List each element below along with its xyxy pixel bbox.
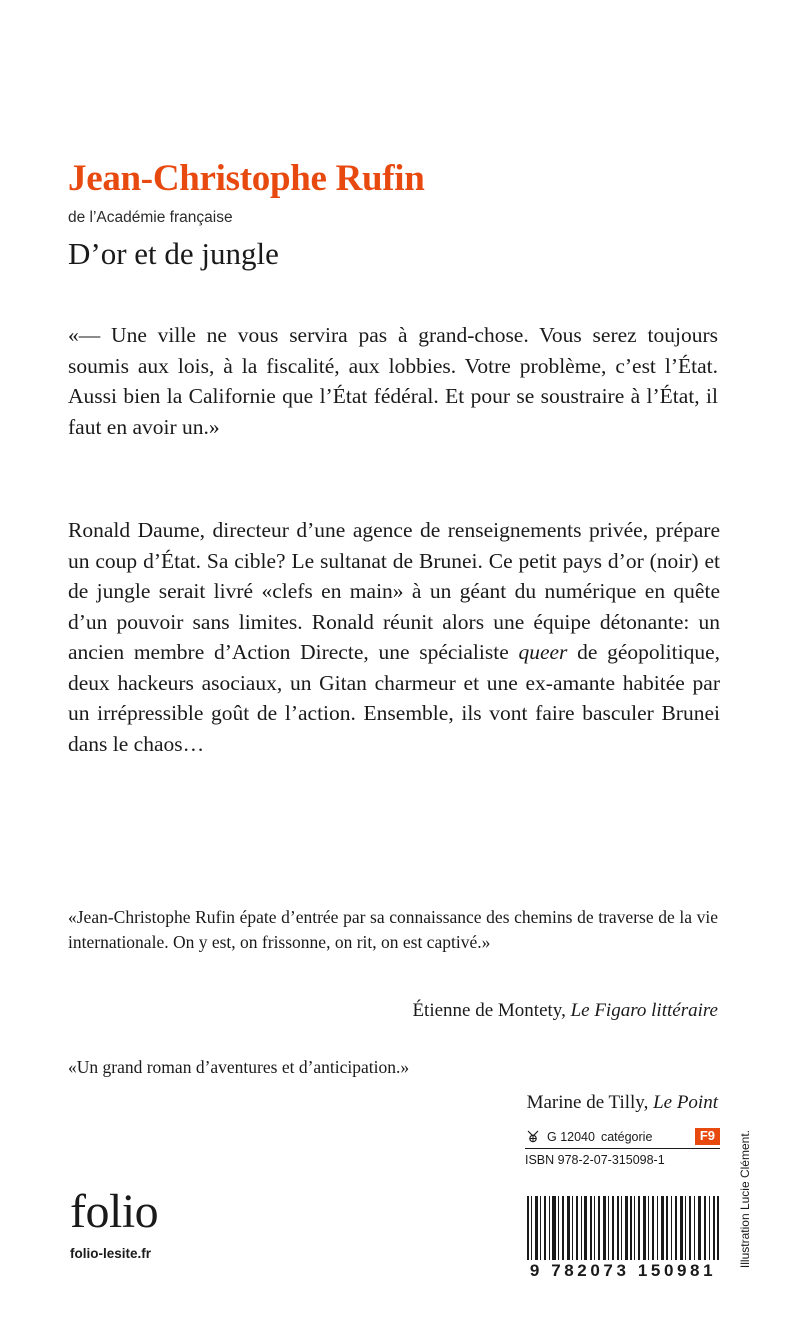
- isbn-block: [525, 1128, 720, 1167]
- reference-row: [525, 1128, 720, 1148]
- author-subtitle: de l’Académie française: [68, 209, 233, 226]
- synopsis-part-1: Ronald Daume, directeur d’une agence de renseignements privée, prépare un coup d’État. Sa cible? Le sultanat de Brunei. Ce petit pays d’or (noir) et de jungle serait livré «clefs en main» à un géant du numérique en quête d’un pouvoir sans limites. Ronald réunit alors une équipe détonante: un ancien membre d’Action Directe, une spécialiste: [68, 518, 720, 664]
- synopsis-paragraph: [68, 515, 720, 759]
- author-name: Jean-Christophe Rufin: [68, 158, 425, 199]
- category-label: catégorie: [600, 1129, 653, 1144]
- synopsis-part-2: de géopolitique, deux hackeurs asociaux, un Gitan charmeur et une ex-amante habitée par un irrépressible goût de l’action. Ensemble, ils vont faire basculer Brunei dans le chaos…: [68, 640, 720, 756]
- synopsis-italic-word: queer: [518, 640, 568, 664]
- barcode-image: [525, 1196, 721, 1260]
- excerpt-quote: «— Une ville ne vous servira pas à grand-chose. Vous serez toujours soumis aux lois, à la fiscalité, aux lobbies. Votre problème, c’est l’État. Aussi bien la Californie que l’État fédéral. Et pour se soustraire à l’État, il faut en avoir un.»: [68, 323, 718, 439]
- press-quote-1: «Jean-Christophe Rufin épate d’entrée par sa connaissance des chemins de traverse de la vie internationale. On y est, on frissonne, on rit, on est captivé.»: [68, 907, 718, 952]
- press-source-1-publication: Le Figaro littéraire: [570, 1000, 718, 1021]
- barcode-block: [525, 1196, 721, 1281]
- publisher-website[interactable]: folio-lesite.fr: [70, 1246, 152, 1261]
- press-quote-2: «Un grand roman d’aventures et d’anticipation.»: [68, 1057, 410, 1077]
- press-source-1: [68, 1000, 718, 1022]
- press-source-2-publication: Le Point: [653, 1092, 718, 1113]
- barcode-digits: 9 782073 150981: [529, 1261, 717, 1280]
- press-source-2: [68, 1092, 718, 1114]
- illustration-credit: Illustration Lucie Clément.: [738, 1130, 752, 1269]
- publisher-logo: folio: [70, 1185, 159, 1238]
- isbn-number: ISBN 978-2-07-315098-1: [525, 1148, 720, 1167]
- cnl-logo-icon: [525, 1130, 541, 1144]
- press-source-1-author: Étienne de Montety,: [412, 1000, 571, 1021]
- book-title: D’or et de jungle: [68, 236, 279, 271]
- reference-code: G 12040: [547, 1129, 595, 1144]
- press-source-2-author: Marine de Tilly,: [526, 1092, 654, 1113]
- category-badge: F9: [695, 1128, 720, 1145]
